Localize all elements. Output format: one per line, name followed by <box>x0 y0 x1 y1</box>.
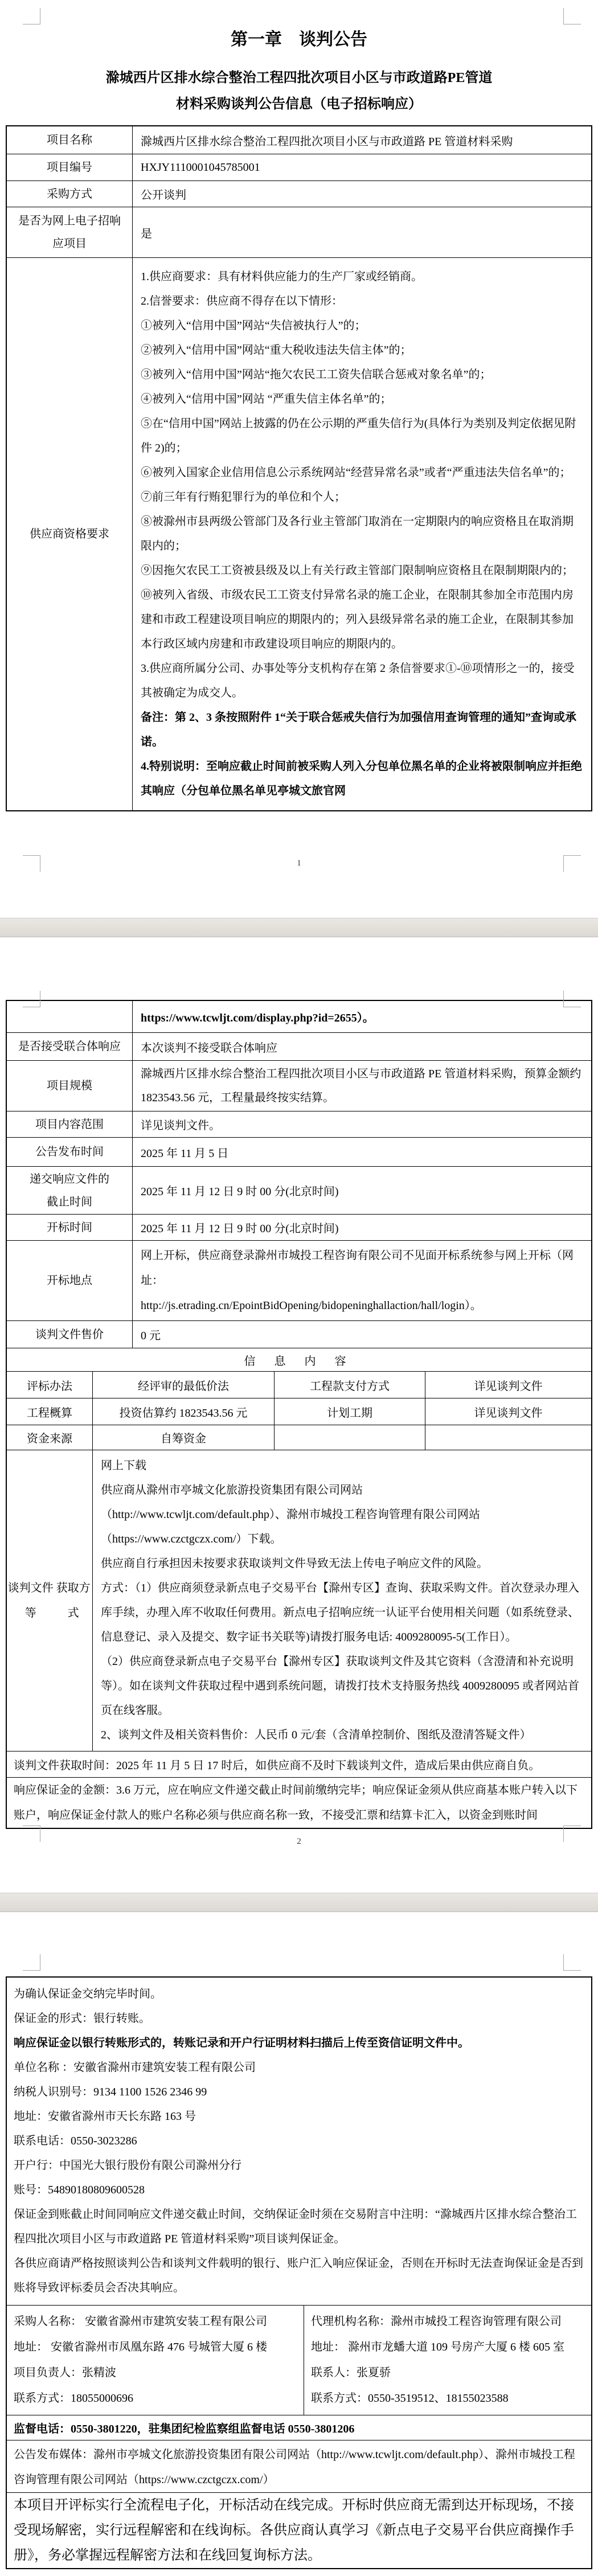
row-label: 评标办法 <box>7 1372 93 1398</box>
qualification-special-paragraph: 4.特别说明：至响应截止时间前被采购人列入分包单位黑名单的企业将被限制响应并拒绝其响应（分包单位黑名单见亭城文旅官网 <box>141 760 582 797</box>
media-paragraph: 公告发布媒体：滁州市亭城文化旅游投资集团有限公司网站（http://www.tcwljt.com/default.php）、滁州市城投工程咨询管理有限公司网站（https://www.czctgczx.com/） <box>14 2448 575 2486</box>
acquisition-paragraph: （http://www.tcwljt.com/default.php）、滁州市城投工程咨询管理有限公司网站 <box>101 1508 480 1521</box>
purchaser-address: 地址： 安徽省滁州市凤凰东路 476 号城管大厦 6 楼 <box>14 2341 267 2353</box>
row-label: 资金来源 <box>7 1425 93 1450</box>
qualification-paragraph: ⑦前三年有行贿犯罪行为的单位和个人； <box>141 491 346 503</box>
row-label-line2: 截止时间 <box>47 1195 92 1208</box>
row-value: 滁城西片区排水综合整治工程四批次项目小区与市政道路 PE 管道材料采购 <box>141 135 513 148</box>
row-label <box>7 207 133 257</box>
qualification-paragraph: 3.供应商所属分公司、办事处等分支机构存在第 2 条信誉要求①-⑩项情形之一的，接受其被确定为成交人。 <box>141 662 575 699</box>
agency-contact-cell <box>304 2306 591 2415</box>
table-row-acquisition-time <box>7 1751 591 1778</box>
acquisition-paragraph: （2）供应商登录新点电子交易平台【滁州专区】获取谈判文件及其它资料（含澄清和补充说明等）。如在谈判文件获取过程中遇到系统问题，请拨打技术支持服务热线 4009280095 或者网站首页在线客服。 <box>101 1655 579 1717</box>
qualification-paragraph: ④被列入“信用中国”网站 “严重失信主体名单”的； <box>141 393 392 405</box>
final-note-text <box>7 2493 591 2568</box>
qualification-paragraph: 1.供应商要求：具有材料供应能力的生产厂家或经销商。 <box>141 270 423 283</box>
doc-subtitle <box>0 65 598 117</box>
corner-mark <box>23 8 40 24</box>
row-value: 详见谈判文件。 <box>141 1119 220 1132</box>
account-phone: 联系电话：0550-3023286 <box>14 2135 137 2147</box>
row-label: 开标地点 <box>7 1241 133 1320</box>
acquisition-paragraph: 方式：（1）供应商须登录新点电子交易平台【滁州专区】查询、获取采购文件。首次登录办理入库手续，办理入库不收取任何费用。新点电子招响应统一认证平台使用相关问题（如系统登录、信息登记、录入及提交、数字证书关联等)请拨打服务电话: 4009280095-5(工作日）。 <box>101 1582 579 1643</box>
corner-mark <box>563 1954 581 1971</box>
qualification-paragraph: ⑥被列入国家企业信用信息公示系统网站“经营异常名录”或者“严重违法失信名单”的； <box>141 466 571 479</box>
row-value: 2025 年 11 月 12 日 9 时 00 分(北京时间) <box>141 1186 339 1198</box>
row-label: 项目内容范围 <box>7 1111 133 1137</box>
qualification-paragraph: ⑤在“信用中国”网站上披露的仍在公示期的严重失信行为(具体行为类别及判定依据见附件 2)的； <box>141 417 576 454</box>
row-label-line1: 是否为网上电子招响 <box>18 215 121 227</box>
account-address: 地址：安徽省滁州市天长东路 163 号 <box>14 2110 196 2123</box>
row-label: 项目规模 <box>7 1061 133 1111</box>
media-text <box>7 2440 591 2492</box>
bid-opening-url: http://js.etrading.cn/EpointBidOpening/bidopeninghallaction/hall/login）。 <box>141 1299 482 1312</box>
table-row-info-header <box>7 1348 591 1372</box>
document-page-2 <box>0 937 598 1893</box>
row-label <box>7 1167 133 1214</box>
qualification-note-paragraph: 备注：第 2、3 条按照附件 1“关于联合惩戒失信行为加强信用查询管理的通知”查询或承诺。 <box>141 711 576 748</box>
corner-mark <box>563 991 581 1007</box>
row-label: 公告发布时间 <box>7 1138 133 1166</box>
row-value <box>425 1425 591 1450</box>
account-bank: 开户行：中国光大银行股份有限公司滁州分行 <box>14 2159 241 2172</box>
table-row-document-price <box>7 1321 591 1348</box>
table-row-deposit <box>7 1778 591 1828</box>
table-row-blacklist-url <box>7 1001 591 1033</box>
purchaser-contact-cell <box>7 2306 304 2415</box>
row-label: 采购方式 <box>7 181 133 207</box>
purchaser-manager: 项目负责人：张精波 <box>14 2366 116 2379</box>
row-value: HXJY1110001045785001 <box>141 161 260 174</box>
qualification-paragraph: ③被列入“信用中国”网站“拖欠农民工工资失信联合惩戒对象名单”的； <box>141 368 491 381</box>
document-page-3 <box>0 1912 598 2576</box>
row-value: 是 <box>141 227 152 240</box>
acquisition-paragraph: 供应商从滁州市亭城文化旅游投资集团有限公司网站 <box>101 1484 363 1496</box>
qualification-paragraph: ①被列入“信用中国”网站“失信被执行人”的； <box>141 319 366 332</box>
table-row-project-scope <box>7 1111 591 1138</box>
deposit-paragraph: 保证金的形式：银行转账。 <box>14 2012 150 2025</box>
row-value: 本次谈判不接受联合体响应 <box>141 1041 277 1055</box>
deposit-text: 响应保证金的金额：3.6 万元，应在响应文件递交截止时间前缴纳完毕；响应保证金须从供应商基本账户转入以下账户，响应保证金付款人的账户名称必须与供应商名称一致，不接受汇票和结算卡汇入，以资金到账时间 <box>14 1784 577 1822</box>
qualification-paragraph: ⑧被滁州市县两级公管部门及各行业主管部门取消在一定期限内的响应资格且在取消期限内的； <box>141 515 574 552</box>
agency-contact-person: 联系人：张夏骄 <box>311 2366 391 2379</box>
doc-subtitle-line1: 滁城西片区排水综合整治工程四批次项目小区与市政道路PE管道 <box>105 71 493 85</box>
row-label-line1: 谈判文件等 <box>7 1582 54 1619</box>
purchaser-phone: 联系方式：18055000696 <box>14 2392 133 2405</box>
row-label: 工程概算 <box>7 1398 93 1425</box>
row-label: 是否接受联合体响应 <box>7 1033 133 1060</box>
table-row-evaluation-method <box>7 1372 591 1398</box>
row-value: 自筹资金 <box>93 1425 275 1450</box>
taxpayer-id: 纳税人识别号：9134 1100 1526 2346 99 <box>14 2086 207 2098</box>
bid-opening-place-line: 网上开标，供应商登录滁州市城投工程咨询有限公司不见面开标系统参与网上开标（网 <box>141 1249 574 1262</box>
row-value <box>275 1425 425 1450</box>
page-number: 1 <box>297 859 301 868</box>
table-row-project-name <box>7 126 591 154</box>
row-label: 工程款支付方式 <box>275 1372 425 1398</box>
document-page-1 <box>0 0 598 918</box>
table-row-submission-deadline <box>7 1167 591 1215</box>
table-row-supervision <box>7 2415 591 2440</box>
row-label: 项目名称 <box>7 126 133 154</box>
row-label-line1: 递交响应文件的 <box>30 1172 109 1186</box>
row-value: 滁城西片区排水综合整治工程四批次项目小区与市政道路 PE 管道材料采购，预算金额约 1823543.56 元，工程量最终按实结算。 <box>141 1068 581 1104</box>
table-row-bid-opening-time <box>7 1215 591 1241</box>
row-value: 详见谈判文件 <box>474 1406 543 1420</box>
info-content-header: 信 息 内 容 <box>244 1355 354 1368</box>
row-value: 详见谈判文件 <box>474 1380 543 1393</box>
doc-subtitle-line2: 材料采购谈判公告信息（电子招标响应） <box>176 97 422 112</box>
deposit-paragraph: 响应保证金以银行转账形式的，转账记录和开户行证明材料扫描后上传至资信证明文件中。 <box>14 2037 469 2049</box>
row-label: 开标时间 <box>7 1215 133 1240</box>
corner-mark <box>23 991 40 1007</box>
table-row-online-project <box>7 207 591 258</box>
qualification-paragraph: ②被列入“信用中国”网站“重大税收违法失信主体”的； <box>141 344 412 356</box>
row-label: 计划工期 <box>275 1398 425 1425</box>
row-label: 供应商资格要求 <box>7 258 133 810</box>
purchaser-name: 采购人名称： 安徽省滁州市建筑安装工程有限公司 <box>14 2315 267 2328</box>
supervision-phone-text: 监督电话：0550-3801220，驻集团纪检监察组监督电话 0550-3801206 <box>14 2423 355 2435</box>
page-separator <box>0 1893 598 1912</box>
table-row-contacts <box>7 2306 591 2415</box>
page-separator <box>0 918 598 937</box>
row-label-line2: 应项目 <box>52 237 87 250</box>
deposit-paragraph: 保证金到账截止时间同响应文件递交截止时间，交纳保证金时须在交易附言中注明：“滁城西片区排水综合整治工程四批次项目小区与市政道路 PE 管道材料采购”项目谈判保证金。 <box>14 2208 577 2245</box>
acquisition-paragraph: 网上下载 <box>101 1459 146 1472</box>
acquisition-paragraph: 2、谈判文件及相关资料售价：人民币 0 元/套（含清单控制价、图纸及澄清答疑文件） <box>101 1729 531 1741</box>
row-value: 2025 年 11 月 5 日 <box>141 1147 229 1160</box>
table-row-budget-estimate <box>7 1398 591 1425</box>
account-company-name: 单位名称 ：安徽省滁州市建筑安装工程有限公司 <box>14 2061 256 2074</box>
final-note-paragraph: 本项目开评标实行全流程电子化，开标活动在线完成。开标时供应商无需到达开标现场，不接受现场解密，实行远程解密和在线询标。各供应商认真学习《新点电子交易平台供应商操作手册》，务必掌握远程解密方法和在线回复询标方法。 <box>14 2498 574 2563</box>
table-row-procurement-method <box>7 181 591 207</box>
announcement-table-page2 <box>6 1000 592 1829</box>
table-row-project-number <box>7 154 591 181</box>
qualification-paragraph: ⑩被列入省级、市级农民工工资支付异常名录的施工企业，在限制其参加全市范围内房建和市政工程建设项目响应的期限内的；列入县级异常名录的施工企业，在限制其参加本行政区域内房建和市政建设项目响应的期限内的。 <box>141 589 574 650</box>
table-row-document-acquisition <box>7 1450 591 1751</box>
row-label-line2: 获取方式 <box>56 1582 91 1619</box>
announcement-table-page1 <box>6 125 592 811</box>
announcement-table-page3 <box>6 1976 592 2569</box>
table-row-fund-source <box>7 1425 591 1450</box>
row-value: 0 元 <box>141 1330 161 1342</box>
row-value: 公开谈判 <box>141 189 186 202</box>
row-label <box>7 1450 93 1751</box>
table-row-deposit-account <box>7 1978 591 2306</box>
page-number: 2 <box>297 1837 301 1846</box>
corner-mark <box>563 8 581 24</box>
table-row-consortium <box>7 1033 591 1061</box>
row-value: 经评审的最低价法 <box>93 1372 275 1398</box>
row-label: 项目编号 <box>7 154 133 181</box>
table-row-project-scale <box>7 1061 591 1111</box>
row-value: 2025 年 11 月 12 日 9 时 00 分(北京时间) <box>141 1223 339 1235</box>
table-row-bid-opening-place <box>7 1241 591 1321</box>
agency-address: 地址： 滁州市龙蟠大道 109 号房产大厦 6 楼 605 室 <box>311 2341 564 2353</box>
acquisition-paragraph: （https://www.czctgczx.com/）下载。 <box>101 1533 282 1545</box>
deposit-account-cell <box>7 1978 591 2305</box>
acquisition-time-text: 谈判文件获取时间：2025 年 11 月 5 日 17 时后，如供应商不及时下载谈判文件，造成后果由供应商自负。 <box>14 1759 540 1772</box>
table-row-publish-time <box>7 1138 591 1167</box>
account-number: 账号：54890180809600528 <box>14 2184 145 2196</box>
row-value: 投资估算约 1823543.56 元 <box>93 1398 275 1425</box>
row-value <box>133 258 591 810</box>
agency-name: 代理机构名称：滁州市城投工程咨询管理有限公司 <box>311 2315 562 2328</box>
agency-phone: 联系方式：0550-3519512、18155023588 <box>311 2392 509 2405</box>
deposit-paragraph: 为确认保证金交纳完毕时间。 <box>14 1988 162 2000</box>
table-row-media <box>7 2440 591 2493</box>
blacklist-url: https://www.tcwljt.com/display.php?id=2655）。 <box>141 1012 374 1024</box>
table-row-final-note <box>7 2493 591 2568</box>
chapter-title: 第一章 谈判公告 <box>231 30 367 49</box>
table-row-supplier-qualification <box>7 258 591 810</box>
bid-opening-place-line: 址： <box>141 1274 163 1287</box>
corner-mark <box>23 1954 40 1971</box>
row-value <box>133 1241 591 1320</box>
row-label: 谈判文件售价 <box>7 1321 133 1348</box>
row-value <box>93 1450 591 1751</box>
acquisition-paragraph: 供应商自行承担因未按要求获取谈判文件导致无法上传电子响应文件的风险。 <box>101 1557 488 1570</box>
deposit-paragraph: 各供应商请严格按照谈判公告和谈判文件载明的银行、账户汇入响应保证金，否则在开标时无法查询保证金是否到账将导致评标委员会否决其响应。 <box>14 2257 583 2294</box>
qualification-paragraph: ⑨因拖欠农民工工资被县级及以上有关行政主管部门限制响应资格且在限制期限内的； <box>141 564 574 577</box>
qualification-paragraph: 2.信誉要求：供应商不得存在以下情形： <box>141 295 343 307</box>
